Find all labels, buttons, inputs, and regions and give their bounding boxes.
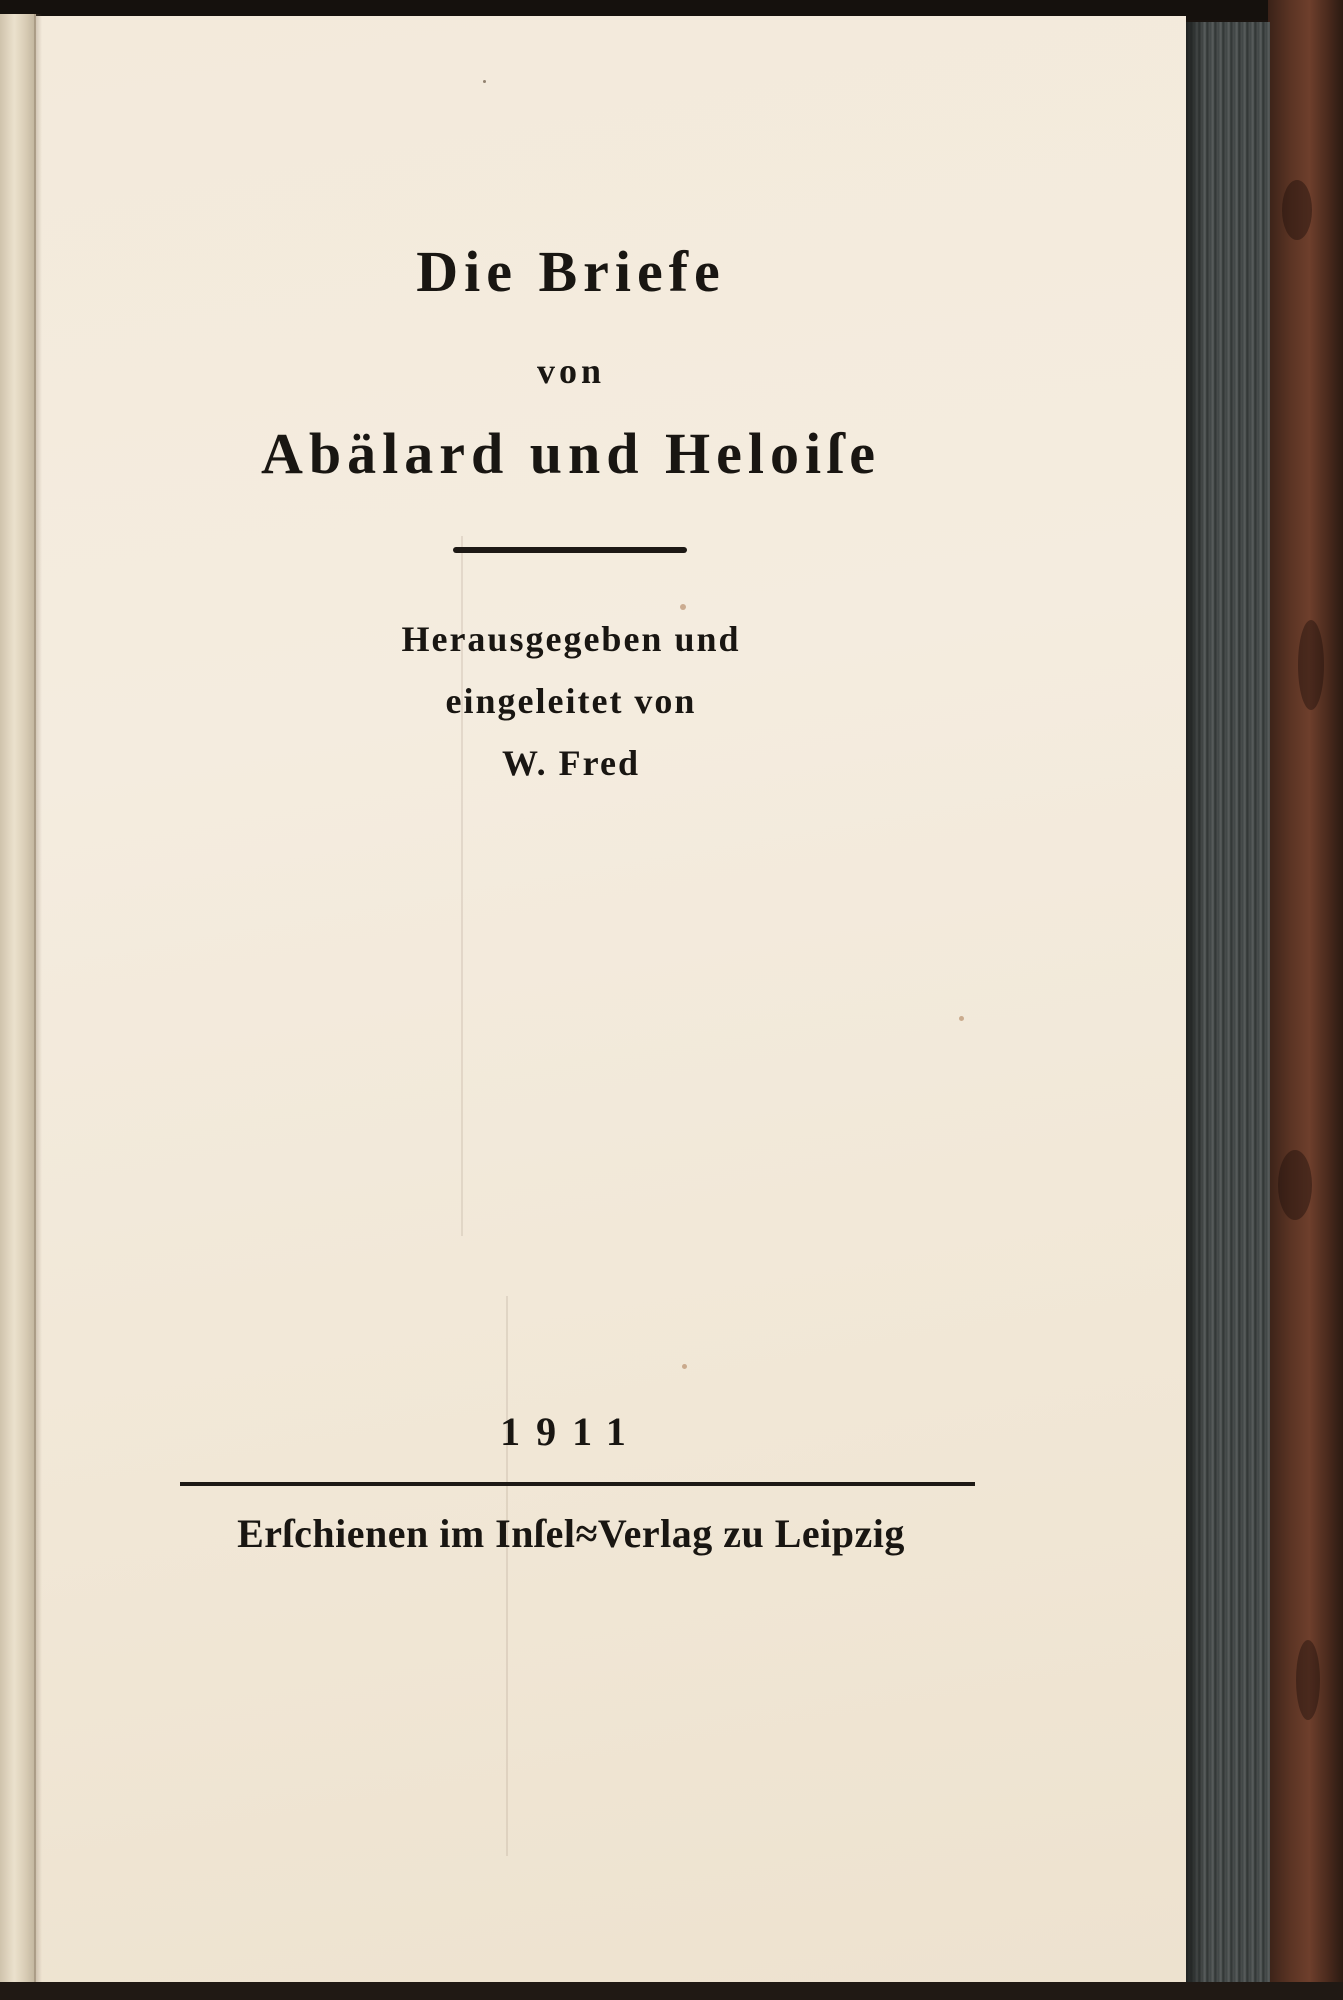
bottom-edge bbox=[0, 1982, 1343, 2000]
ornamental-rule bbox=[453, 547, 687, 553]
title-preposition: von bbox=[536, 351, 606, 391]
publisher-imprint: Erſchienen im Inſel≈Verlag zu Leipzig bbox=[237, 1511, 905, 1556]
gutter-shadow bbox=[34, 14, 42, 2000]
book-authors: Abälard und Heloiſe bbox=[261, 421, 881, 486]
title-page bbox=[36, 16, 1186, 1982]
editor-credit-line-1: Herausgegeben und bbox=[401, 619, 741, 659]
imprint-rule bbox=[180, 1482, 975, 1486]
editor-name: W. Fred bbox=[501, 743, 640, 783]
publication-year: 1911 bbox=[500, 1409, 642, 1454]
page-block-shadow bbox=[1186, 22, 1204, 1982]
editor-credit-line-2: eingeleitet von bbox=[445, 681, 697, 721]
left-gutter bbox=[0, 14, 36, 2000]
book-cover-edge bbox=[1268, 0, 1343, 2000]
book-title: Die Briefe bbox=[416, 239, 726, 304]
